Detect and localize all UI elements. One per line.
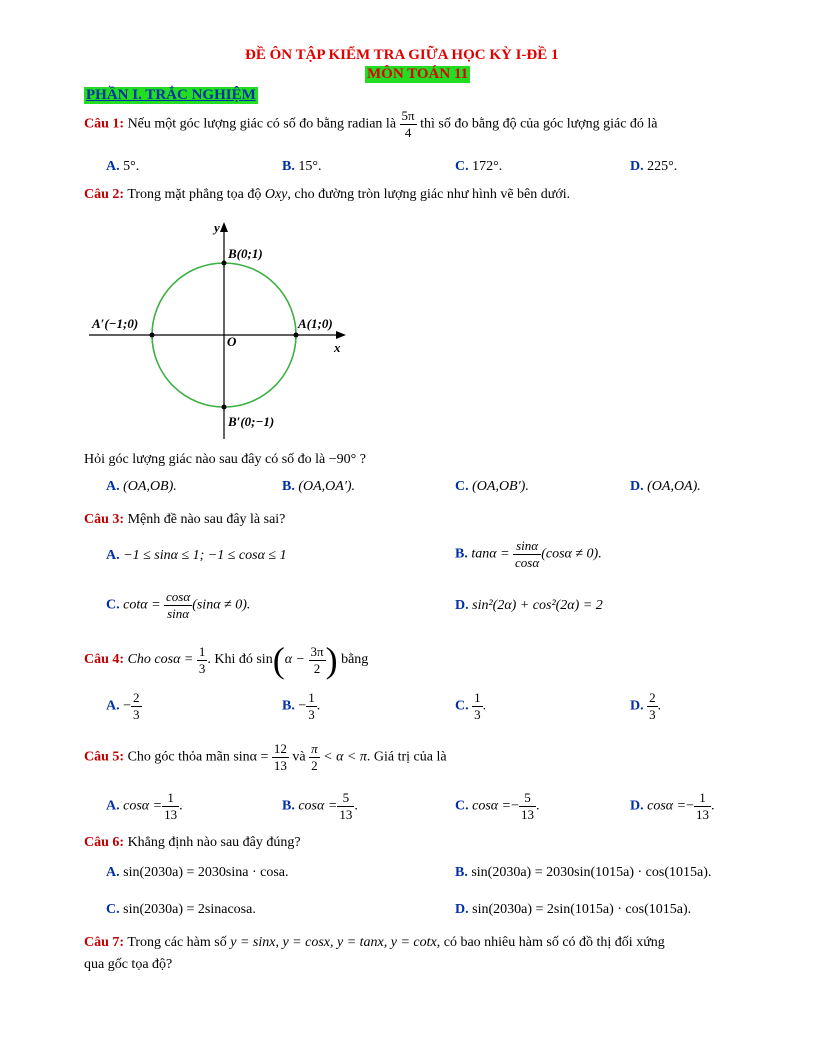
option-text: (OA,OA). — [647, 479, 701, 494]
option-label: C. — [106, 597, 120, 613]
fraction-numerator: π — [311, 741, 318, 756]
close-paren: ) — [325, 640, 338, 680]
y-axis-arrow-icon — [220, 222, 228, 232]
q1-option-d — [630, 159, 677, 175]
option-fraction — [306, 690, 317, 723]
x-axis-label: x — [334, 340, 341, 355]
question-2-question: Hỏi góc lượng giác nào sau đây có số đo là — [84, 452, 326, 467]
fraction-numerator: 2 — [133, 690, 140, 705]
point-a-label: A(1;0) — [298, 316, 333, 331]
question-4-arg-pre: α − — [284, 652, 305, 668]
y-axis-label: y — [214, 220, 220, 235]
option-label: D. — [630, 798, 644, 814]
q6-option-d — [455, 902, 691, 918]
option-pre: cosα = — [647, 798, 687, 814]
question-5-post: . Giá trị của là — [366, 749, 447, 765]
option-text: 15°. — [298, 159, 322, 174]
fraction-denominator: 13 — [696, 807, 709, 822]
fraction-numerator: 3π — [310, 643, 324, 659]
question-1-label: Câu 1: — [84, 116, 125, 132]
question-6-text: Khẳng định nào sau đây đúng? — [127, 835, 301, 850]
question-4 — [84, 639, 368, 681]
question-4-label: Câu 4: — [84, 652, 125, 668]
option-label: D. — [630, 698, 644, 714]
question-5-and: và — [292, 749, 306, 765]
option-label: C. — [455, 479, 469, 494]
fraction-numerator: 1 — [162, 790, 179, 807]
q6-option-b — [455, 865, 711, 881]
question-4-post: bằng — [341, 652, 369, 668]
page-subtitle: MÔN TOÁN 11 — [367, 66, 469, 82]
option-label: B. — [455, 546, 468, 562]
option-label: D. — [630, 159, 644, 174]
question-5-label: Câu 5: — [84, 749, 125, 765]
option-label: C. — [455, 698, 469, 714]
option-pre: cosα = — [123, 798, 163, 814]
option-pre: cotα = — [123, 597, 161, 613]
option-tail: . — [316, 698, 321, 714]
question-5-pre: Cho góc thỏa mãn sinα = — [127, 749, 269, 765]
question-2-prompt — [84, 452, 366, 468]
q5-option-a: A. cosα = $\frac{1}{13}$ . — [106, 790, 183, 822]
point-b-prime-label: B′(0;−1) — [228, 414, 275, 429]
option-sign: − — [298, 698, 307, 714]
q5-option-d: D. cosα =− $\frac{1}{13}$ . — [630, 790, 715, 822]
option-text: sin(2030a) = 2030sin(1015a) · cos(1015a). — [471, 865, 712, 880]
q6-option-a — [106, 865, 289, 881]
option-text: (OA,OA′). — [298, 479, 356, 494]
option-label: D. — [630, 479, 644, 494]
fraction-numerator: 1 — [694, 790, 711, 807]
q3-option-d — [455, 598, 603, 614]
option-fraction — [337, 790, 354, 823]
option-pre: cosα = — [472, 798, 512, 814]
option-label: B. — [282, 798, 295, 814]
question-7-label: Câu 7: — [84, 935, 125, 950]
question-5-fraction — [272, 741, 289, 774]
option-text: sin²(2α) + cos²(2α) = 2 — [472, 598, 603, 613]
option-post: (cosα ≠ 0). — [541, 546, 602, 562]
option-text: 172°. — [472, 159, 503, 174]
fraction-numerator: 1 — [198, 643, 206, 659]
option-fraction — [162, 790, 179, 823]
question-1-fraction — [400, 108, 417, 141]
option-label: A. — [106, 698, 120, 714]
question-7-line2: qua gốc tọa độ? — [84, 957, 173, 972]
option-label: C. — [106, 902, 120, 917]
q1-option-c — [455, 159, 502, 175]
option-fraction — [513, 538, 541, 571]
question-4-arg-fraction — [309, 644, 326, 677]
option-sign: − — [511, 798, 519, 814]
q6-option-c — [106, 902, 256, 918]
option-label: A. — [106, 548, 120, 563]
question-2-angle: −90° ? — [328, 452, 366, 467]
option-label: B. — [455, 865, 468, 880]
question-7-pre: Trong các hàm số — [127, 935, 227, 950]
option-fraction — [647, 690, 658, 723]
section-heading: PHẦN I. TRẮC NGHIỆM — [86, 87, 256, 103]
page-title: ĐỀ ÔN TẬP KIỂM TRA GIỮA HỌC KỲ I-ĐỀ 1 — [245, 47, 559, 63]
option-pre: tanα = — [471, 546, 510, 562]
option-fraction — [164, 589, 192, 622]
question-2-text-after: , cho đường tròn lượng giác như hình vẽ bên dưới. — [287, 187, 571, 202]
fraction-numerator: 1 — [308, 690, 315, 705]
fraction-denominator: 3 — [474, 707, 481, 722]
option-label: A. — [106, 159, 120, 174]
option-label: A. — [106, 865, 120, 880]
option-label: B. — [282, 479, 295, 494]
fraction-numerator: sinα — [513, 538, 541, 555]
question-1-text-before: Nếu một góc lượng giác có số đo bằng radian là — [127, 116, 397, 132]
fraction-denominator: 2 — [311, 758, 318, 773]
fraction-numerator: 5π — [401, 108, 415, 123]
option-label: A. — [106, 479, 120, 494]
fraction-numerator: 5 — [337, 790, 354, 807]
option-label: A. — [106, 798, 120, 814]
q3-option-b — [455, 538, 602, 571]
fraction-denominator: sinα — [167, 606, 190, 621]
q1-option-b — [282, 159, 321, 175]
option-text: sin(2030a) = 2sin(1015a) · cos(1015a). — [472, 902, 692, 917]
option-label: C. — [455, 159, 469, 174]
option-text: sin(2030a) = 2030sina · cosa. — [123, 865, 289, 880]
point-b-label: B(0;1) — [228, 246, 263, 261]
option-tail: . — [482, 698, 487, 714]
fraction-denominator: 3 — [133, 707, 140, 722]
option-label: B. — [282, 698, 295, 714]
fraction-denominator: 13 — [273, 758, 287, 773]
q2-option-b — [282, 479, 355, 495]
option-text: 5°. — [123, 159, 140, 174]
fraction-numerator: 1 — [474, 690, 481, 705]
option-post: (sinα ≠ 0). — [192, 597, 251, 613]
question-7-funcs: y = sinx, y = cosx, y = tanx, y = cotx — [230, 935, 437, 950]
x-axis-arrow-icon — [336, 331, 346, 339]
option-pre: cosα = — [298, 798, 338, 814]
fraction-numerator: 12 — [273, 741, 287, 756]
fraction-denominator: 2 — [313, 660, 321, 676]
fraction-denominator: 3 — [308, 707, 315, 722]
option-tail: . — [657, 698, 662, 714]
point-a-prime-dot — [150, 333, 155, 338]
q3-option-a — [106, 548, 287, 564]
question-3-text: Mệnh đề nào sau đây là sai? — [127, 512, 286, 527]
q4-option-d — [630, 690, 661, 723]
q2-option-a — [106, 479, 177, 495]
question-3-label: Câu 3: — [84, 512, 125, 527]
question-1 — [84, 108, 658, 141]
q2-option-c — [455, 479, 529, 495]
option-text: (OA,OB′). — [472, 479, 529, 494]
fraction-denominator: 4 — [404, 125, 412, 140]
q5-option-c: C. cosα =− $\frac{5}{13}$ . — [455, 790, 540, 822]
question-1-text-after: thì số đo bằng độ của góc lượng giác đó là — [420, 116, 658, 132]
unit-circle-figure — [84, 214, 354, 444]
fraction-denominator: 13 — [521, 807, 534, 822]
fraction-denominator: 13 — [164, 807, 178, 822]
option-label: D. — [455, 598, 469, 613]
q1-option-a — [106, 159, 139, 175]
question-7 — [84, 935, 665, 951]
question-4-mid: . Khi đó sin — [207, 652, 273, 668]
option-fraction — [519, 790, 536, 823]
q3-option-c — [106, 589, 250, 622]
q5-option-b: B. cosα = $\frac{5}{13}$ . — [282, 790, 358, 822]
q4-option-c — [455, 690, 486, 723]
question-5-range: < α < π — [323, 749, 367, 765]
fraction-denominator: 3 — [198, 660, 206, 676]
option-fraction — [694, 790, 711, 823]
option-text: sin(2030a) = 2sinacosa. — [123, 902, 256, 917]
q4-option-a — [106, 690, 142, 723]
fraction-denominator: 13 — [339, 807, 353, 822]
point-a-prime-label: A′(−1;0) — [92, 316, 139, 331]
option-label: C. — [455, 798, 469, 814]
q4-option-b — [282, 690, 320, 723]
question-2-label: Câu 2: — [84, 187, 125, 202]
question-7-post: , có bao nhiêu hàm số có đồ thị đối xứng — [436, 935, 665, 950]
point-b-dot — [222, 261, 227, 266]
option-sign: − — [686, 798, 694, 814]
question-2-text-before: Trong mặt phẳng tọa độ — [127, 187, 262, 202]
fraction-numerator: 2 — [649, 690, 656, 705]
origin-label: O — [227, 334, 237, 349]
question-6 — [84, 835, 301, 851]
question-6-label: Câu 6: — [84, 835, 125, 850]
fraction-numerator: cosα — [166, 589, 191, 604]
option-sign: − — [123, 698, 132, 714]
option-text: 225°. — [647, 159, 678, 174]
question-4-fraction — [197, 644, 208, 677]
option-fraction — [131, 690, 142, 723]
question-5 — [84, 741, 447, 774]
point-a-dot — [294, 333, 299, 338]
fraction-denominator: 3 — [649, 707, 656, 722]
question-3 — [84, 512, 285, 528]
question-5-pi-fraction — [309, 741, 320, 774]
question-2 — [84, 187, 570, 203]
option-label: B. — [282, 159, 295, 174]
option-text: (OA,OB). — [123, 479, 177, 494]
q2-option-d — [630, 479, 701, 495]
option-text: −1 ≤ sinα ≤ 1; −1 ≤ cosα ≤ 1 — [123, 548, 287, 563]
option-fraction — [472, 690, 483, 723]
option-label: D. — [455, 902, 469, 917]
point-b-prime-dot — [222, 405, 227, 410]
fraction-numerator: 5 — [519, 790, 536, 807]
question-4-pre: Cho cosα = — [127, 652, 194, 668]
open-paren: ( — [272, 640, 285, 680]
fraction-denominator: cosα — [515, 555, 540, 570]
oxy-label: Oxy — [264, 187, 288, 202]
